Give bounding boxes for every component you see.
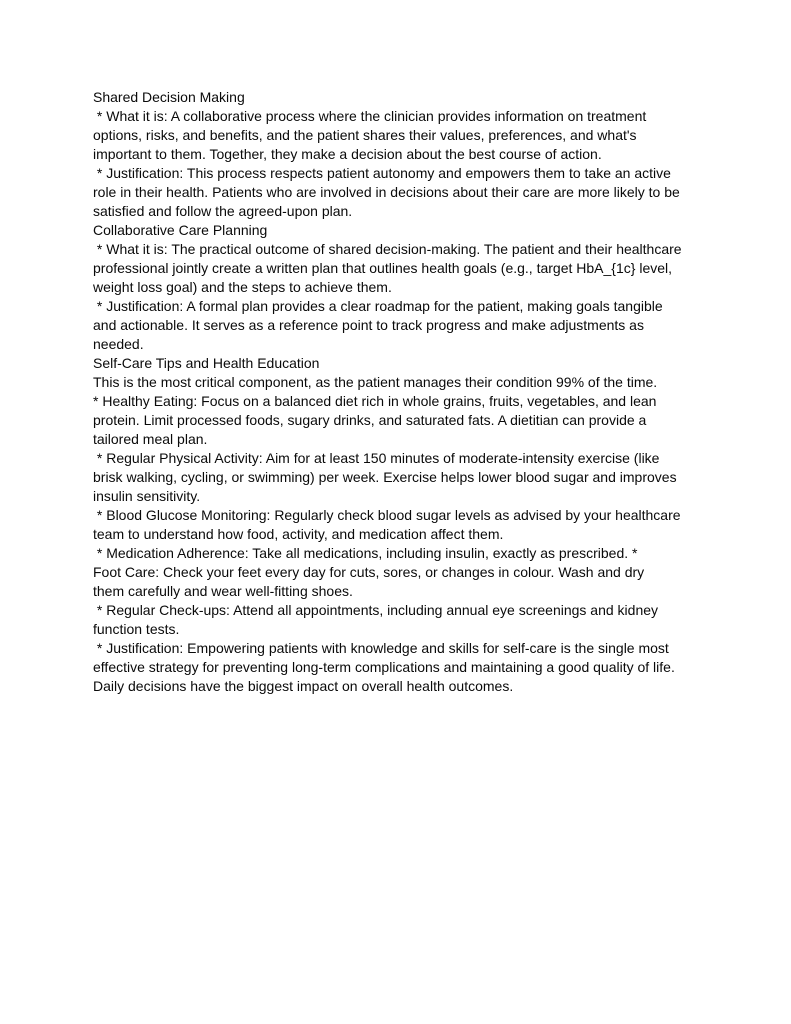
text-line: Collaborative Care Planning — [93, 222, 268, 238]
text-line: them carefully and wear well-fitting shoes. — [93, 583, 353, 599]
text-line: team to understand how food, activity, and medication affect them. — [93, 526, 504, 542]
text-line: * Medication Adherence: Take all medications, including insulin, exactly as prescribed. * — [93, 545, 638, 561]
text-line: tailored meal plan. — [93, 431, 208, 447]
text-line: professional jointly create a written plan that outlines health goals (e.g., target HbA_{1c} level, — [93, 260, 673, 276]
text-line: * Blood Glucose Monitoring: Regularly check blood sugar levels as advised by your healthcare — [93, 507, 681, 523]
text-line: * Justification: A formal plan provides a clear roadmap for the patient, making goals tangible — [93, 298, 663, 314]
text-line: effective strategy for preventing long-term complications and maintaining a good quality of life. — [93, 659, 675, 675]
text-line: role in their health. Patients who are involved in decisions about their care are more likely to be — [93, 184, 680, 200]
text-line: * Regular Check-ups: Attend all appointments, including annual eye screenings and kidney — [93, 602, 659, 618]
document-text-block — [93, 88, 733, 696]
text-line: * Healthy Eating: Focus on a balanced diet rich in whole grains, fruits, vegetables, and lean — [93, 393, 657, 409]
text-line: weight loss goal) and the steps to achieve them. — [93, 279, 392, 295]
text-line: needed. — [93, 336, 144, 352]
text-line: * Justification: Empowering patients with knowledge and skills for self-care is the single most — [93, 640, 669, 656]
text-line: protein. Limit processed foods, sugary drinks, and saturated fats. A dietitian can provide a — [93, 412, 647, 428]
text-line: This is the most critical component, as the patient manages their condition 99% of the time. — [93, 374, 658, 390]
text-line: function tests. — [93, 621, 180, 637]
text-line: and actionable. It serves as a reference point to track progress and make adjustments as — [93, 317, 644, 333]
text-line: Foot Care: Check your feet every day for cuts, sores, or changes in colour. Wash and dry — [93, 564, 645, 580]
text-line: insulin sensitivity. — [93, 488, 201, 504]
text-line: satisfied and follow the agreed-upon plan. — [93, 203, 353, 219]
text-line: * What it is: A collaborative process where the clinician provides information on treatment — [93, 108, 647, 124]
text-line: Self-Care Tips and Health Education — [93, 355, 320, 371]
text-line: options, risks, and benefits, and the patient shares their values, preferences, and what's — [93, 127, 637, 143]
text-line: * What it is: The practical outcome of shared decision-making. The patient and their healthcare — [93, 241, 682, 257]
text-line: brisk walking, cycling, or swimming) per week. Exercise helps lower blood sugar and improves — [93, 469, 677, 485]
text-line: important to them. Together, they make a decision about the best course of action. — [93, 146, 602, 162]
text-line: * Justification: This process respects patient autonomy and empowers them to take an active — [93, 165, 671, 181]
text-line: Daily decisions have the biggest impact on overall health outcomes. — [93, 678, 514, 694]
text-line: Shared Decision Making — [93, 89, 245, 105]
text-line: * Regular Physical Activity: Aim for at least 150 minutes of moderate-intensity exercise (like — [93, 450, 660, 466]
